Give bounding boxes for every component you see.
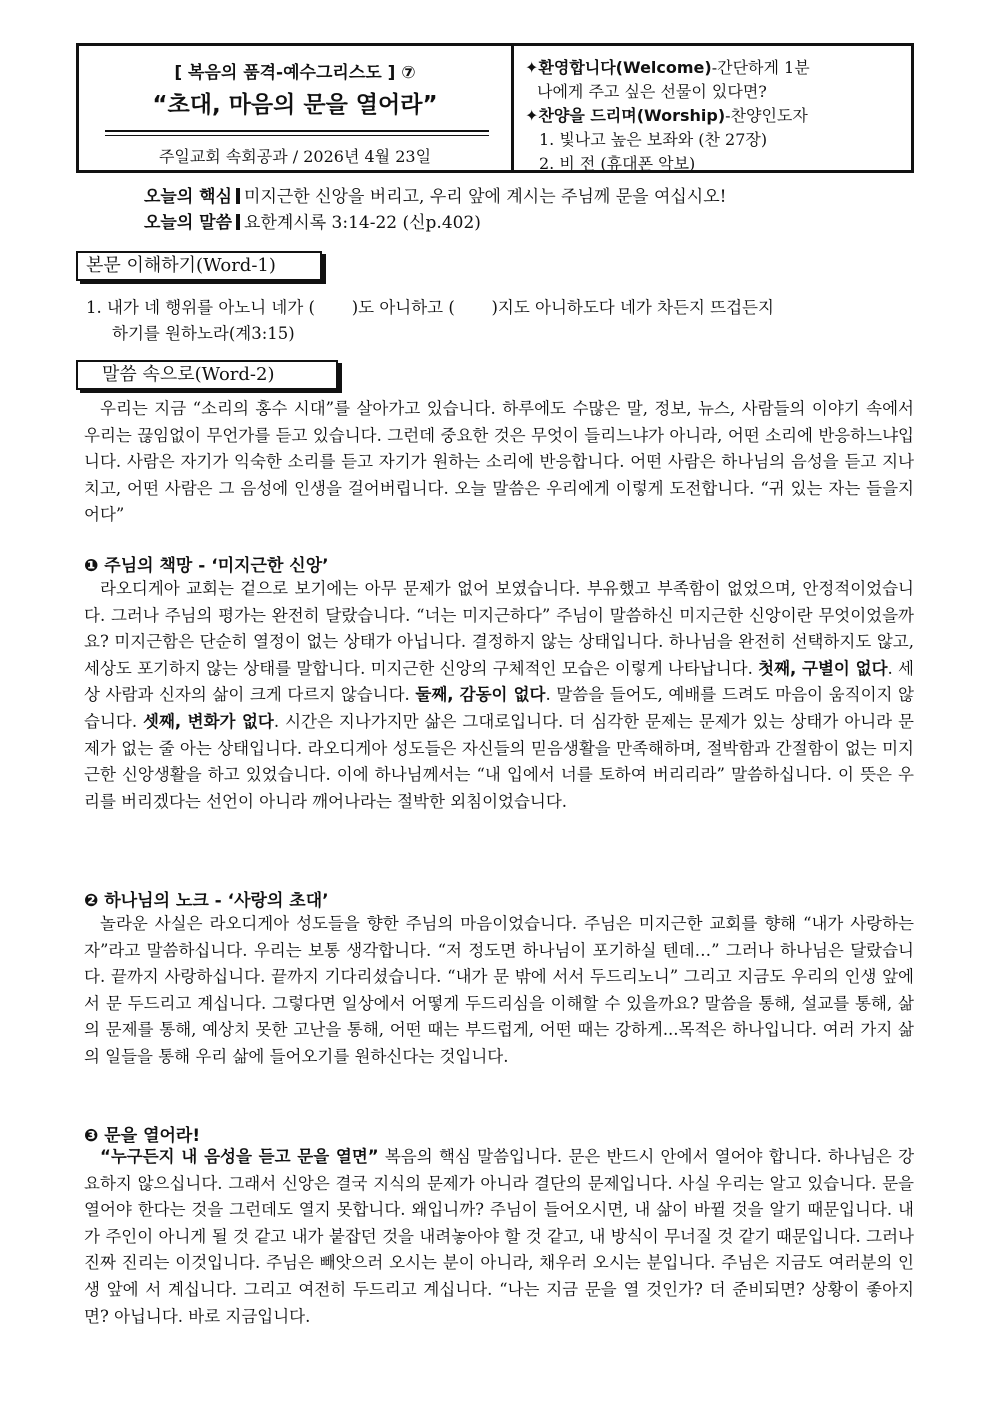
section-2-heading: ❷ 하나님의 노크 - ‘사랑의 초대’ <box>84 891 329 911</box>
title-rule-thin <box>105 135 489 136</box>
word-line <box>144 210 924 236</box>
s1-text-d: . 말씀을 들어도, 예배를 드려도 마음이 움직이지 않습니다. <box>84 685 914 731</box>
intro-paragraph: 우리는 지금 “소리의 홍수 시대”를 살아가고 있습니다. 하루에도 수많은 말, 정보, 뉴스, 사람들의 이야기 속에서 우리는 끊임없이 무언가를 듣고 있습니다. 그런데 중요한 것은 무엇이 들리느냐가 아니라, 어떤 소리에 반응하느냐입니다. 사람은 자기가 익숙한 소리를 듣고 자기가 원하는 소리에 반응합니다. 어떤 사람은 하나님의 음성을 듣고 지나치고, 어떤 사람은 그 음성에 인생을 걸어버립니다. 오늘 말씀은 우리에게 이렇게 도전합니다. “귀 있는 자는 들을지어다” <box>84 399 914 525</box>
section-1-heading: ❶ 주님의 책망 - ‘미지근한 신앙’ <box>84 556 329 576</box>
lesson-date: 주일교회 속회공과 / 2026년 4월 23일 <box>158 147 432 166</box>
header-title-area <box>79 46 511 170</box>
series-title: [ 복음의 품격-예수그리스도 ] ⑦ <box>174 63 416 83</box>
lesson-title: “초대, 마음의 문을 열어라” <box>152 92 438 118</box>
core-section <box>144 184 924 236</box>
title-rule <box>105 130 489 132</box>
song-2: 2. 비 전 (휴대폰 악보) <box>539 154 696 173</box>
word-label: 오늘의 말씀 <box>144 213 233 233</box>
question-1-line1: 1. 내가 네 행위를 아노니 네가 ( )도 아니하고 ( )지도 아니하도다 네가 차든지 뜨겁든지 <box>86 298 774 317</box>
header-box <box>76 43 914 173</box>
welcome-text: -간단하게 1분 <box>711 58 810 77</box>
section-2-paragraph: 놀라운 사실은 라오디게아 성도들을 향한 주님의 마음이었습니다. 주님은 미지근한 교회를 향해 “내가 사랑하는 자”라고 말씀하십니다. 우리는 보통 생각합니다. “저 정도면 하나님이 포기하실 텐데…” 그러나 하나님은 달랐습니다. 끝까지 사랑하십니다. 끝까지 기다리셨습니다. “내가 문 밖에 서서 두드리노니” 그리고 지금도 우리의 인생 앞에서 문 두드리고 계십니다. 그렇다면 일상에서 어떻게 두드리심을 이해할 수 있을까요? 말씀을 통해, 설교를 통해, 삶의 문제를 통해, 예상치 못한 고난을 통해, 어떤 때는 부드럽게, 어떤 때는 강하게...목적은 하나입니다. 여러 가지 삶의 일들을 통해 우리 삶에 들어오기를 원하신다는 것입니다. <box>84 914 914 1066</box>
s3-bold: “누구든지 내 음성을 듣고 문을 열면” <box>100 1147 379 1166</box>
s1-bold-1: 첫째, 구별이 없다 <box>758 658 888 678</box>
welcome-question: 나에게 주고 싶은 선물이 있다면? <box>537 82 767 101</box>
question-1-line2: 하기를 원하노라(계3:15) <box>112 324 295 343</box>
s1-text-e: . 시간은 지나가지만 삶은 그대로입니다. 더 심각한 문제는 문제가 있는 상태가 아니라 문제가 없는 줄 아는 상태입니다. 라오디게아 성도들은 자신들의 믿음생활을 만족해하며, 절박함과 간절함이 없는 미지근한 신앙생활을 하고 있었습니다. 이에 하나님께서는 “내 입에서 너를 토하여 버리리라” 말씀하십니다. 이 뜻은 우리를 버리겠다는 선언이 아니라 깨어나라는 절박한 외침이었습니다. <box>84 711 914 811</box>
section-3-heading: ❸ 문을 열어라! <box>84 1126 201 1146</box>
worship-line <box>525 104 905 128</box>
s1-bold-2: 둘째, 감동이 없다 <box>415 685 546 705</box>
word2-heading: 말씀 속으로(Word-2) <box>76 360 338 390</box>
s1-text-a: 라오디게아 교회는 겉으로 보기에는 아무 문제가 없어 보였습니다. 부유했고 부족함이 없었으며, 안정적이었습니다. 그러나 주님의 평가는 완전히 달랐습니다. “너는 미지근하다” 주님이 말씀하신 미지근한 신앙이란 무엇이었을까요? 미지근함은 단순히 열정이 없는 상태가 아닙니다. 결정하지 않는 상태입니다. 하나님을 완전히 선택하지도 않고, 세상도 포기하지 않는 상태를 말합니다. 미지근한 신앙의 구체적인 모습은 이렇게 나타납니다. <box>84 579 914 678</box>
section-3-paragraph <box>84 1144 914 1330</box>
bar-marker <box>236 188 240 204</box>
key-line <box>144 184 924 210</box>
s3-text: 복음의 핵심 말씀입니다. 문은 반드시 안에서 열어야 합니다. 하나님은 강요하지 않으십니다. 그래서 신앙은 결국 지식의 문제가 아니라 결단의 문제입니다. 사실 우리는 알고 있습니다. 문을 열어야 한다는 것을 그런데도 열지 못합니다. 왜입니까? 주님이 들어오시면, 내 삶이 바뀔 것을 알기 때문입니다. 내가 주인이 아니게 될 것 같고 내가 붙잡던 것을 내려놓아야 할 것 같고, 내 방식이 무너질 것 같기 때문입니다. 그러나 진짜 진리는 이것입니다. 주님은 빼앗으러 오시는 분이 아니라, 채우러 오시는 분입니다. 주님은 지금도 여러분의 인생 앞에 서 계십니다. 그리고 여전히 두드리고 계십니다. “나는 지금 문을 열 것인가? 더 준비되면? 상황이 좋아지면? 아닙니다. 바로 지금입니다. <box>84 1147 915 1326</box>
word1-heading: 본문 이해하기(Word-1) <box>76 251 322 281</box>
question-1 <box>86 295 916 347</box>
worship-order <box>525 56 905 176</box>
welcome-label: ✦환영합니다(Welcome) <box>525 58 712 77</box>
key-text: 미지근한 신앙을 버리고, 우리 앞에 계시는 주님께 문을 여십시오! <box>244 187 727 207</box>
bar-marker <box>236 214 240 230</box>
s1-bold-3: 셋째, 변화가 없다 <box>143 711 274 731</box>
welcome-line <box>525 56 905 80</box>
worship-text: -찬양인도자 <box>725 106 808 125</box>
s1-text-c: . 세상 사람과 신자의 삶이 크게 다르지 않습니다. <box>84 658 914 705</box>
song-1: 1. 빛나고 높은 보좌와 (찬 27장) <box>539 130 768 149</box>
key-label: 오늘의 핵심 <box>144 187 233 207</box>
section-1-paragraph <box>84 576 914 815</box>
header-divider <box>511 46 514 170</box>
word-text: 요한계시록 3:14-22 (신p.402) <box>244 213 481 233</box>
worship-label: ✦찬양을 드리며(Worship) <box>525 106 726 125</box>
